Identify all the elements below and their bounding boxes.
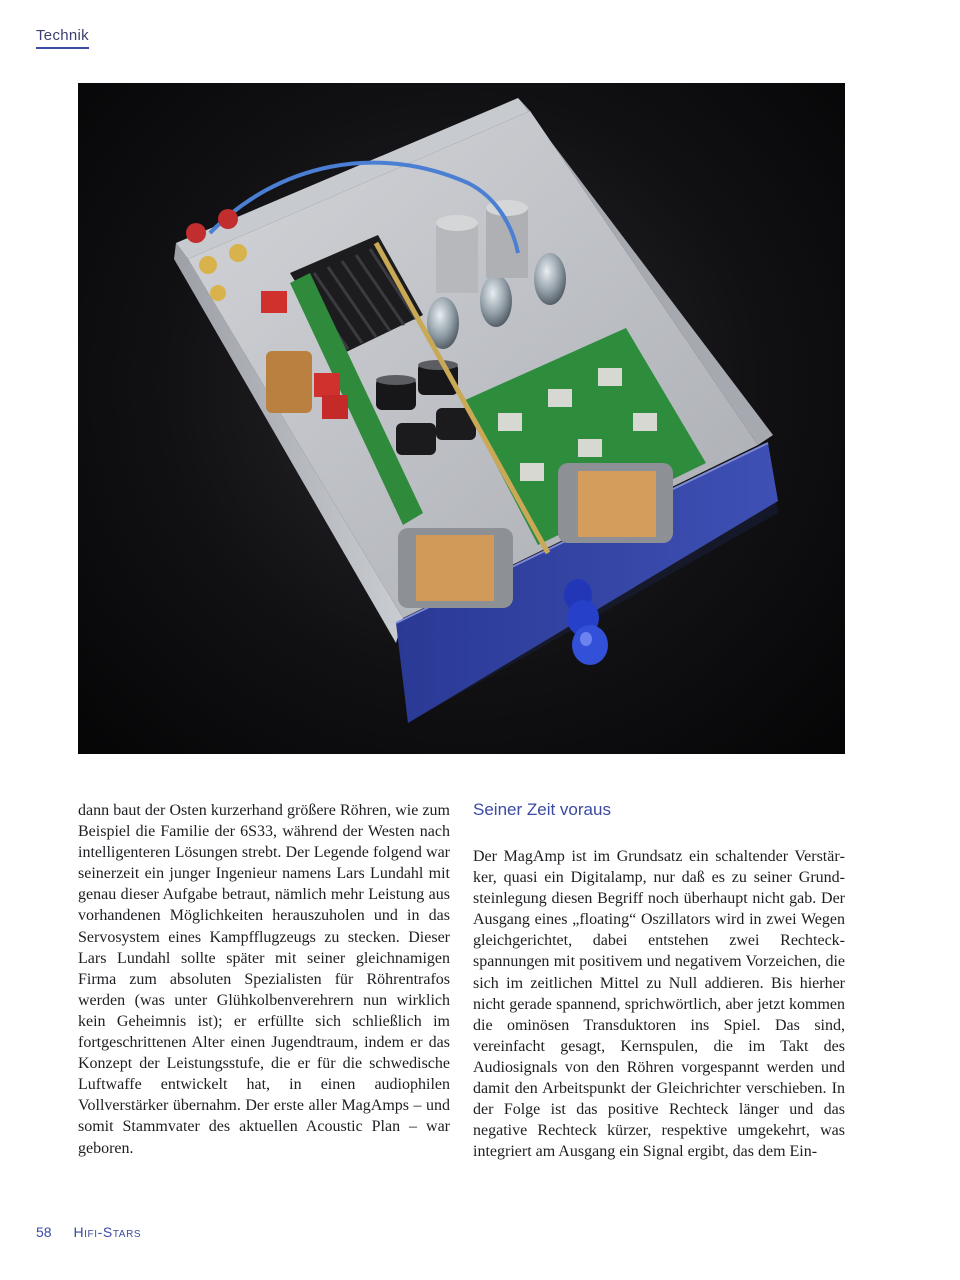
page-footer: [36, 1224, 141, 1240]
article-column-right: Der MagAmp ist im Grundsatz ein schaltender Verstärker, quasi ein Digitalamp, nur daß es zu seiner Grundsteinlegung diesen Begriff noch überhaupt nicht gab. Der Ausgang eines „floating“ Oszillators wird in zwei Wegen gleichgerichtet, dabei entstehen zwei Rechteckspannungen mit positivem und negativem Vorzeichen, die sich im zeitlichen Mittel zu Null addieren. Bis hierher nicht gerade spannend, sprichwörtlich, aber jetzt kommen die ominösen Transduktoren ins Spiel. Das sind, vereinfacht gesagt, Kernspulen, die im Takt des Audiosignals von den Röhren vorgespannt werden und damit den Arbeitspunkt der Gleichrichter verschieben. In der Folge ist das positive Rechteck länger und das negative Rechteck kürzer, respektive umgekehrt, was integriert am Ausgang ein Signal ergibt, das dem Ein-: [473, 848, 845, 1161]
relay: [314, 373, 340, 397]
amplifier-photo: [78, 83, 845, 754]
relay: [322, 395, 348, 419]
power-transformer: [266, 351, 312, 413]
article-column-left: dann baut der Osten kurzerhand größere Röhren, wie zum Beispiel die Familie der 6S33, während der Westen nach intelligenteren Lösungen strebt. Der Legende folgend war seinerzeit ein junger Ingenieur namens Lars Lundahl mit genau dieser Aufgabe betraut, nämlich mehr Leistung aus vorhandenen Möglichkeiten herauszuholen und in das Servosystem eines Kampfflugzeugs zu stecken. Dieser Lars Lundahl sollte später mit seiner gleichnamigen Firma zum absoluten Spezialisten für Röhrentrafos werden (was unter Glühkolbenverehrern nun wirklich kein Geheimnis ist); er erfüllte sich schließlich im fortgeschrittenen Alter einen Jugendtraum, indem er das Konzept der Leistungsstufe, die er für die schwedische Luftwaffe entwickelt hat, in einen audiophilen Vollverstärker übernahm. Der erste aller MagAmps – und somit Stammvater des aktuellen Acoustic Plan – war geboren.: [78, 802, 450, 1157]
section-heading: Seiner Zeit voraus: [473, 800, 611, 819]
section-label: Technik: [36, 27, 89, 49]
publication-name: Hifi-Stars: [73, 1224, 142, 1240]
page-number: 58: [36, 1224, 52, 1240]
relay: [261, 291, 287, 313]
